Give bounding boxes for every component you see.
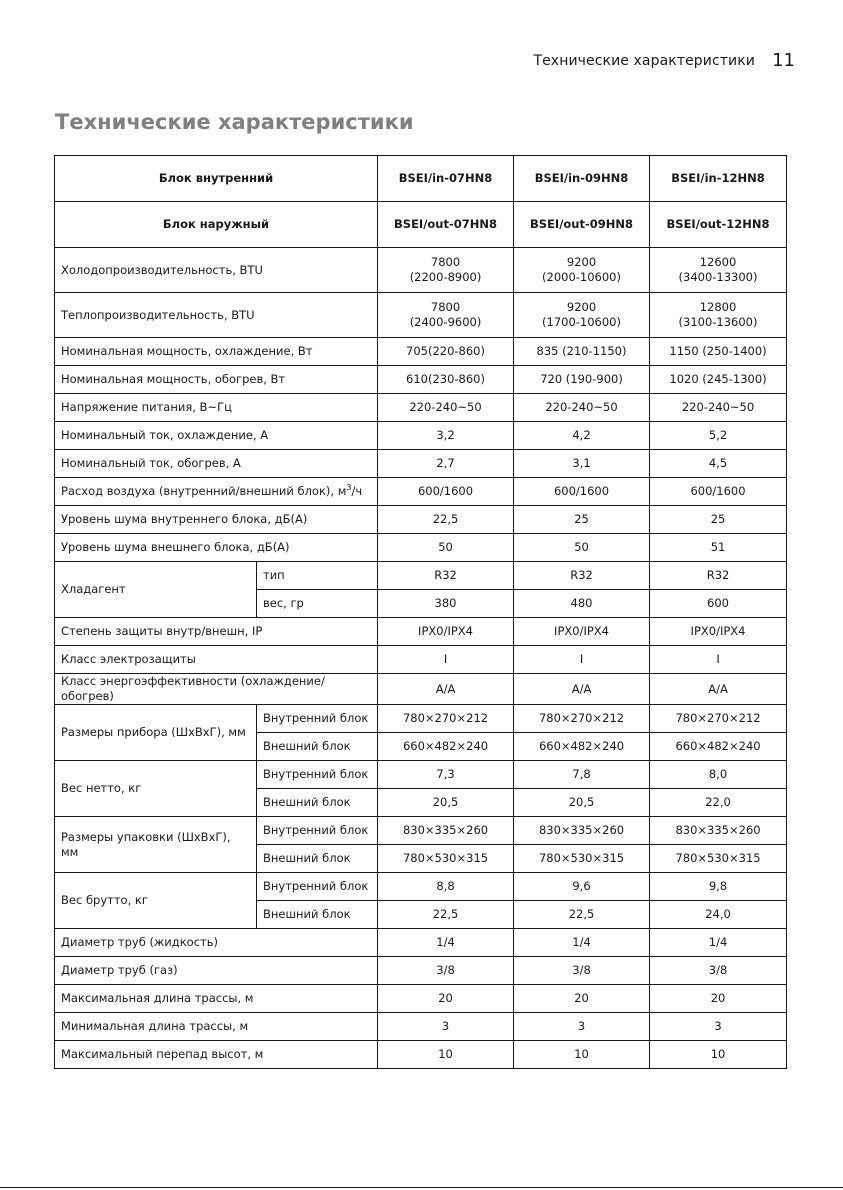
table-row-pipe-liquid: [55, 929, 787, 957]
cell-value: 835 (210-1150): [514, 338, 650, 366]
cell-value: 720 (190-900): [514, 366, 650, 394]
cell-value: 220-240~50: [378, 394, 514, 422]
cell-value: A/A: [650, 674, 787, 705]
table-row-heating-capacity: [55, 293, 787, 338]
cell-value: 660×482×240: [650, 733, 787, 761]
table-row-current-cooling: [55, 422, 787, 450]
indoor-model-12: BSEI/in-12HN8: [650, 156, 787, 202]
table-row-noise-outdoor: [55, 534, 787, 562]
cell-value: 480: [514, 590, 650, 618]
row-label: Холодопроизводительность, BTU: [55, 248, 378, 293]
table-row-max-height: [55, 1041, 787, 1069]
row-label: Теплопроизводительность, BTU: [55, 293, 378, 338]
row-label: Напряжение питания, В~Гц: [55, 394, 378, 422]
cell-value: 3: [650, 1013, 787, 1041]
cell-value: 830×335×260: [514, 817, 650, 845]
table-row-current-heating: [55, 450, 787, 478]
cell-value: 9200 (2000-10600): [514, 248, 650, 293]
cell-value: 9,8: [650, 873, 787, 901]
cell-value: 22,5: [378, 506, 514, 534]
row-label: Вес нетто, кг: [55, 761, 257, 817]
row-label: Номинальный ток, обогрев, А: [55, 450, 378, 478]
row-label: Минимальная длина трассы, м: [55, 1013, 378, 1041]
cell-value: 3: [378, 1013, 514, 1041]
cell-value: 3,1: [514, 450, 650, 478]
cell-value: 3/8: [378, 957, 514, 985]
cell-value: 1020 (245-1300): [650, 366, 787, 394]
cell-value: 20,5: [514, 789, 650, 817]
cell-value: 780×270×212: [650, 705, 787, 733]
cell-value: IPX0/IPX4: [514, 618, 650, 646]
outdoor-model-07: BSEI/out-07HN8: [378, 202, 514, 248]
row-label: Размеры прибора (ШxВxГ), мм: [55, 705, 257, 761]
indoor-model-07: BSEI/in-07HN8: [378, 156, 514, 202]
cell-value: 780×270×212: [378, 705, 514, 733]
row-label: Класс энергоэффективности (охлаждение/обогрев): [55, 674, 378, 705]
row-label: Максимальная длина трассы, м: [55, 985, 378, 1013]
cell-value: 3/8: [514, 957, 650, 985]
cell-value: 600/1600: [378, 478, 514, 506]
cell-value: 600/1600: [514, 478, 650, 506]
cell-value: 780×530×315: [378, 845, 514, 873]
cell-value: 20: [378, 985, 514, 1013]
cell-value: 24,0: [650, 901, 787, 929]
cell-value: 3: [514, 1013, 650, 1041]
cell-value: 660×482×240: [378, 733, 514, 761]
cell-value: 8,8: [378, 873, 514, 901]
cell-value: 22,5: [514, 901, 650, 929]
row-label: Диаметр труб (газ): [55, 957, 378, 985]
cell-value: 780×530×315: [650, 845, 787, 873]
cell-value: 20: [650, 985, 787, 1013]
row-label: Хладагент: [55, 562, 257, 618]
cell-value: 25: [650, 506, 787, 534]
cell-value: 600/1600: [650, 478, 787, 506]
cell-value: 780×530×315: [514, 845, 650, 873]
cell-value: 1/4: [378, 929, 514, 957]
table-row-package-indoor: [55, 817, 787, 845]
table-row-outdoor-models: [55, 202, 787, 248]
cell-value: 830×335×260: [650, 817, 787, 845]
table-row-protection-ip: [55, 618, 787, 646]
table-row-energy-class: [55, 674, 787, 705]
row-label: Класс электрозащиты: [55, 646, 378, 674]
row-label: Уровень шума внутреннего блока, дБ(А): [55, 506, 378, 534]
row-label: Вес брутто, кг: [55, 873, 257, 929]
table-row-cooling-capacity: [55, 248, 787, 293]
table-row-electric-class: [55, 646, 787, 674]
sub-label: тип: [257, 562, 378, 590]
sub-label: Внешний блок: [257, 733, 378, 761]
cell-value: 830×335×260: [378, 817, 514, 845]
cell-value: 9,6: [514, 873, 650, 901]
table-row-net-weight-indoor: [55, 761, 787, 789]
cell-value: 220-240~50: [650, 394, 787, 422]
indoor-model-09: BSEI/in-09HN8: [514, 156, 650, 202]
outdoor-unit-label: Блок наружный: [55, 202, 378, 248]
row-label: Степень защиты внутр/внешн, IP: [55, 618, 378, 646]
cell-value: 20,5: [378, 789, 514, 817]
row-label: Номинальная мощность, охлаждение, Вт: [55, 338, 378, 366]
sub-label: вес, гр: [257, 590, 378, 618]
cell-value: 4,5: [650, 450, 787, 478]
cell-value: 705(220-860): [378, 338, 514, 366]
cell-value: 10: [650, 1041, 787, 1069]
cell-value: A/A: [514, 674, 650, 705]
cell-value: 51: [650, 534, 787, 562]
row-label: Номинальный ток, охлаждение, А: [55, 422, 378, 450]
cell-value: IPX0/IPX4: [378, 618, 514, 646]
spec-table: [54, 155, 787, 1069]
indoor-unit-label: Блок внутренний: [55, 156, 378, 202]
cell-value: IPX0/IPX4: [650, 618, 787, 646]
sub-label: Внешний блок: [257, 845, 378, 873]
cell-value: 3,2: [378, 422, 514, 450]
cell-value: 20: [514, 985, 650, 1013]
running-header-title: Технические характеристики: [533, 53, 755, 69]
cell-value: 4,2: [514, 422, 650, 450]
table-row-gross-weight-indoor: [55, 873, 787, 901]
cell-value: R32: [650, 562, 787, 590]
cell-value: 12800 (3100-13600): [650, 293, 787, 338]
table-row-indoor-models: [55, 156, 787, 202]
table-row-noise-indoor: [55, 506, 787, 534]
cell-value: 660×482×240: [514, 733, 650, 761]
cell-value: 22,0: [650, 789, 787, 817]
table-row-power-cooling: [55, 338, 787, 366]
cell-value: 25: [514, 506, 650, 534]
table-row-min-length: [55, 1013, 787, 1041]
table-row-max-length: [55, 985, 787, 1013]
table-row-refrigerant-type: [55, 562, 787, 590]
cell-value: 380: [378, 590, 514, 618]
cell-value: 50: [378, 534, 514, 562]
table-row-voltage: [55, 394, 787, 422]
cell-value: 3/8: [650, 957, 787, 985]
sub-label: Внутренний блок: [257, 761, 378, 789]
cell-value: 7800 (2400-9600): [378, 293, 514, 338]
sub-label: Внутренний блок: [257, 705, 378, 733]
cell-value: 1/4: [650, 929, 787, 957]
cell-value: 12600 (3400-13300): [650, 248, 787, 293]
sub-label: Внутренний блок: [257, 817, 378, 845]
cell-value: 22,5: [378, 901, 514, 929]
cell-value: 10: [514, 1041, 650, 1069]
cell-value: 5,2: [650, 422, 787, 450]
table-row-pipe-gas: [55, 957, 787, 985]
outdoor-model-12: BSEI/out-12HN8: [650, 202, 787, 248]
cell-value: R32: [378, 562, 514, 590]
cell-value: 9200 (1700-10600): [514, 293, 650, 338]
cell-value: 780×270×212: [514, 705, 650, 733]
cell-value: 7,8: [514, 761, 650, 789]
cell-value: 10: [378, 1041, 514, 1069]
row-label: Уровень шума внешнего блока, дБ(А): [55, 534, 378, 562]
cell-value: I: [650, 646, 787, 674]
outdoor-model-09: BSEI/out-09HN8: [514, 202, 650, 248]
table-row-power-heating: [55, 366, 787, 394]
sub-label: Внутренний блок: [257, 873, 378, 901]
cell-value: 7,3: [378, 761, 514, 789]
cell-value: 1150 (250-1400): [650, 338, 787, 366]
cell-value: 600: [650, 590, 787, 618]
table-row-dimensions-indoor: [55, 705, 787, 733]
page-title: Технические характеристики: [55, 110, 414, 134]
cell-value: 1/4: [514, 929, 650, 957]
table-row-airflow: [55, 478, 787, 506]
cell-value: 7800 (2200-8900): [378, 248, 514, 293]
cell-value: 8,0: [650, 761, 787, 789]
row-label: Расход воздуха (внутренний/внешний блок), $м^3/ч$: [55, 478, 378, 506]
cell-value: I: [378, 646, 514, 674]
cell-value: A/A: [378, 674, 514, 705]
row-label: Номинальная мощность, обогрев, Вт: [55, 366, 378, 394]
sub-label: Внешний блок: [257, 901, 378, 929]
cell-value: R32: [514, 562, 650, 590]
row-label: Максимальный перепад высот, м: [55, 1041, 378, 1069]
cell-value: 2,7: [378, 450, 514, 478]
row-label: Диаметр труб (жидкость): [55, 929, 378, 957]
page-number: 11: [772, 50, 795, 71]
cell-value: 220-240~50: [514, 394, 650, 422]
bottom-divider: [0, 1187, 843, 1188]
row-label: Размеры упаковки (ШxВxГ), мм: [55, 817, 257, 873]
sub-label: Внешний блок: [257, 789, 378, 817]
cell-value: I: [514, 646, 650, 674]
cell-value: 50: [514, 534, 650, 562]
cell-value: 610(230-860): [378, 366, 514, 394]
